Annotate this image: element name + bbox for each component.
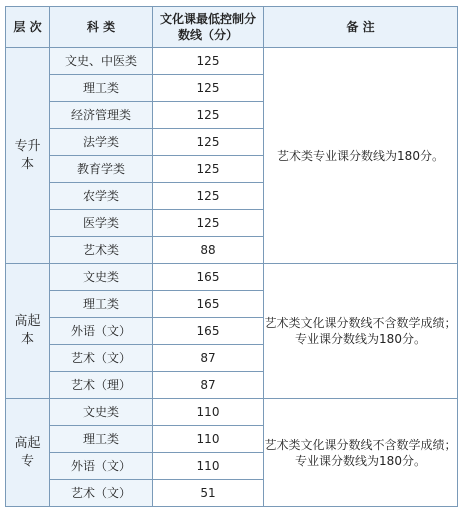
header-score: [153, 7, 264, 48]
category-cell: 经济管理类: [50, 102, 153, 129]
score-cell: 88: [153, 237, 264, 264]
note-cell: 艺术类文化课分数线不含数学成绩；专业课分数线为180分。: [264, 264, 458, 399]
category-cell: 农学类: [50, 183, 153, 210]
category-cell: 文史、中医类: [50, 48, 153, 75]
category-cell: 理工类: [50, 75, 153, 102]
table-row: [6, 48, 458, 75]
category-cell: 文史类: [50, 264, 153, 291]
level-label: 高起本: [14, 314, 41, 347]
note-cell: 艺术类专业课分数线为180分。: [264, 48, 458, 264]
category-cell: 法学类: [50, 129, 153, 156]
category-cell: 文史类: [50, 399, 153, 426]
score-table: [5, 6, 458, 507]
level-label: 高起专: [14, 435, 41, 469]
score-cell: 125: [153, 156, 264, 183]
header-level: 层 次: [6, 7, 50, 48]
header-row: [6, 7, 458, 48]
category-cell: 艺术类: [50, 237, 153, 264]
category-cell: 外语（文）: [50, 453, 153, 480]
header-note: 备 注: [264, 7, 458, 48]
score-cell: 51: [153, 480, 264, 507]
score-cell: 125: [153, 102, 264, 129]
score-cell: 165: [153, 264, 264, 291]
score-cell: 165: [153, 318, 264, 345]
table-body: [6, 48, 458, 507]
note-cell: 艺术类文化课分数线不含数学成绩；专业课分数线为180分。: [264, 399, 458, 507]
score-cell: 87: [153, 345, 264, 372]
table-header: [6, 7, 458, 48]
category-cell: 教育学类: [50, 156, 153, 183]
category-cell: 理工类: [50, 426, 153, 453]
score-cell: 125: [153, 210, 264, 237]
header-score-text: 文化课最低控制分数线（分）: [159, 12, 256, 42]
category-cell: 医学类: [50, 210, 153, 237]
score-cell: 125: [153, 48, 264, 75]
level-cell: [6, 264, 50, 399]
score-cell: 110: [153, 426, 264, 453]
score-cell: 125: [153, 183, 264, 210]
category-cell: 艺术（文）: [50, 345, 153, 372]
level-label: 专升本: [14, 138, 41, 172]
table-row: [6, 399, 458, 426]
score-cell: 87: [153, 372, 264, 399]
header-category: 科 类: [50, 7, 153, 48]
score-cell: 165: [153, 291, 264, 318]
score-cell: 125: [153, 75, 264, 102]
category-cell: 艺术（理）: [50, 372, 153, 399]
level-cell: [6, 399, 50, 507]
score-cell: 125: [153, 129, 264, 156]
score-cell: 110: [153, 453, 264, 480]
category-cell: 艺术（文）: [50, 480, 153, 507]
category-cell: 理工类: [50, 291, 153, 318]
table-row: [6, 264, 458, 291]
level-cell: [6, 48, 50, 264]
score-cell: 110: [153, 399, 264, 426]
category-cell: 外语（文）: [50, 318, 153, 345]
